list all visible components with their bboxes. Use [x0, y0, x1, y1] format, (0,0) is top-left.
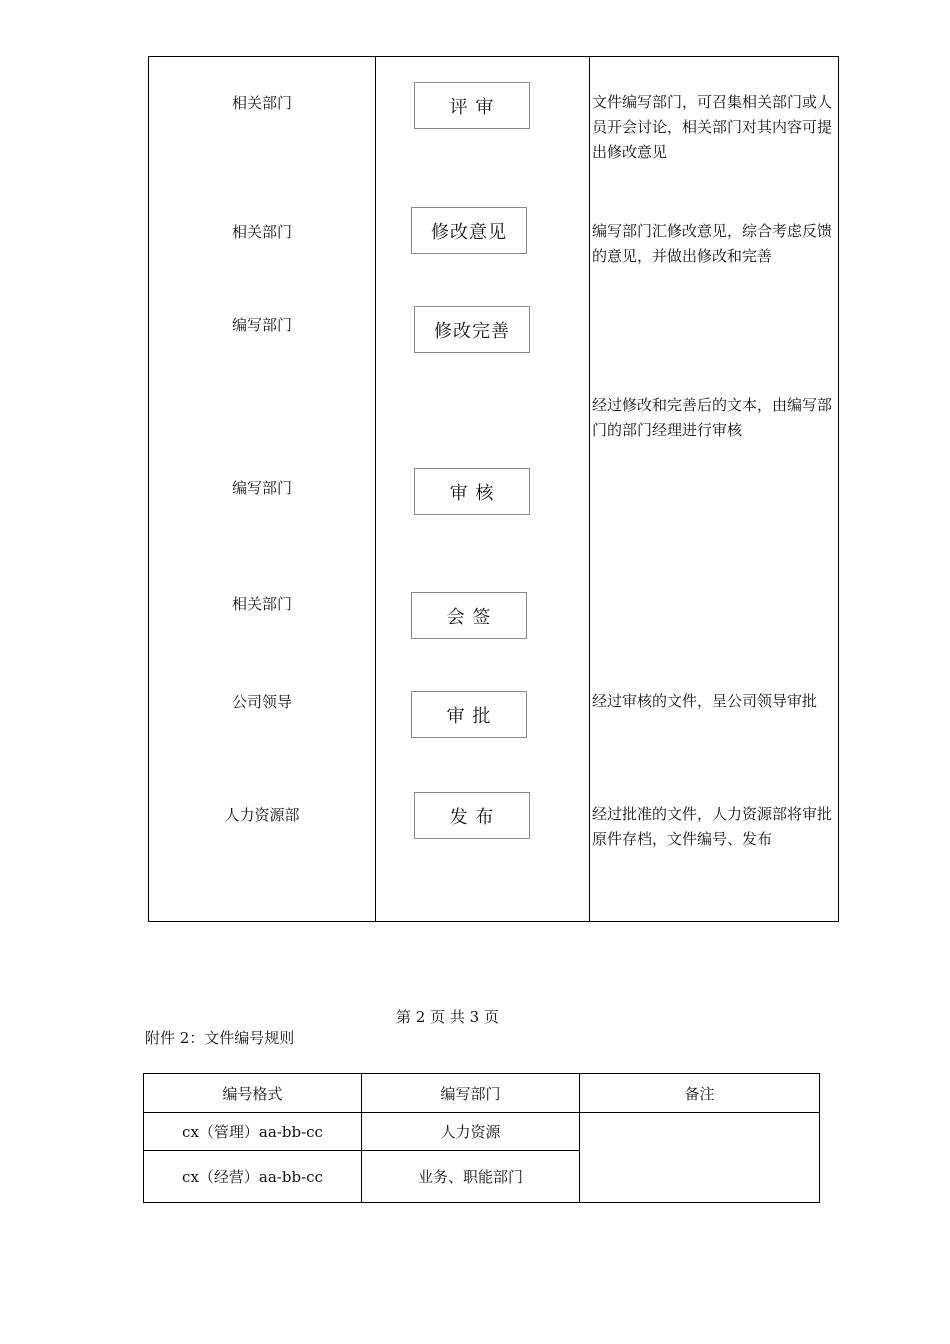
table-row — [144, 1113, 820, 1151]
step-box-countersign: 会 签 — [411, 592, 527, 639]
step-box-publish: 发 布 — [414, 792, 530, 839]
step-box-revise-improve: 修改完善 — [414, 306, 530, 353]
dept-label: 相关部门 — [231, 94, 292, 112]
dept-label: 人力资源部 — [224, 806, 300, 824]
step-note: 经过审核的文件，呈公司领导审批 — [592, 692, 818, 710]
table-header-row — [144, 1074, 820, 1113]
dept-label: 公司领导 — [231, 693, 292, 711]
format-cell: cx（经营）aa-bb-cc — [144, 1151, 362, 1203]
step-box-review: 评 审 — [414, 82, 530, 129]
appendix-title: 附件 2：文件编号规则 — [145, 1029, 295, 1047]
remark-cell — [580, 1113, 820, 1203]
step-box-revision-comments: 修改意见 — [411, 207, 527, 254]
column-header: 编号格式 — [144, 1074, 362, 1113]
approval-flow-table — [148, 56, 839, 922]
dept-label: 编写部门 — [231, 316, 292, 334]
numbering-rule-table — [143, 1073, 820, 1203]
column-divider — [375, 57, 376, 921]
step-note: 经过批准的文件，人力资源部将审批原件存档，文件编号、发布 — [592, 805, 833, 848]
format-cell: cx（管理）aa-bb-cc — [144, 1113, 362, 1151]
step-note: 文件编写部门，可召集相关部门或人员开会讨论，相关部门对其内容可提出修改意见 — [592, 93, 833, 161]
page-number: 第 2 页 共 3 页 — [396, 1008, 499, 1026]
dept-cell: 人力资源 — [362, 1113, 580, 1151]
step-note: 经过修改和完善后的文本，由编写部门的部门经理进行审核 — [592, 396, 833, 439]
dept-label: 相关部门 — [231, 595, 292, 613]
column-header: 备注 — [580, 1074, 820, 1113]
step-box-approve: 审 批 — [411, 691, 527, 738]
dept-label: 编写部门 — [231, 479, 292, 497]
step-box-audit: 审 核 — [414, 468, 530, 515]
column-divider — [589, 57, 590, 921]
dept-cell: 业务、职能部门 — [362, 1151, 580, 1203]
step-note: 编写部门汇修改意见，综合考虑反馈的意见，并做出修改和完善 — [592, 222, 833, 265]
dept-label: 相关部门 — [231, 223, 292, 241]
column-header: 编写部门 — [362, 1074, 580, 1113]
